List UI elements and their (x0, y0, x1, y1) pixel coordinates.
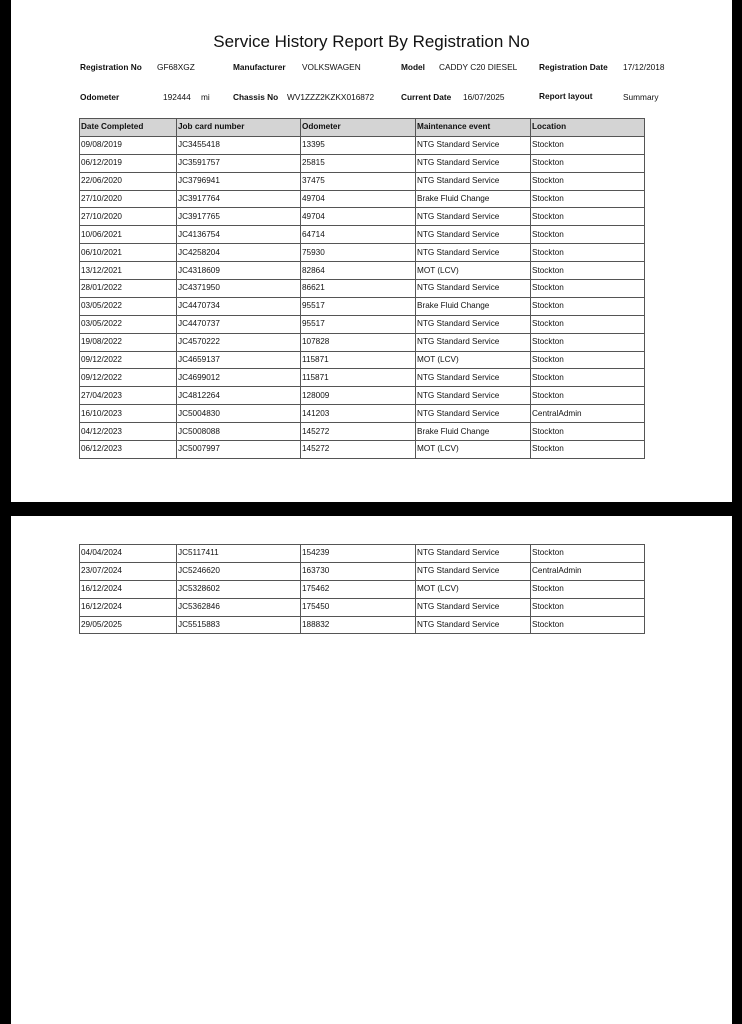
odometer-cell: 13395 (301, 136, 416, 154)
current-date-label: Current Date (401, 92, 452, 102)
maintenance-event-cell: NTG Standard Service (416, 172, 531, 190)
job-card-cell: JC4570222 (177, 333, 301, 351)
table-row (80, 441, 645, 459)
job-card-cell: JC3917764 (177, 190, 301, 208)
location-cell: CentralAdmin (531, 405, 645, 423)
table-row (80, 297, 645, 315)
job-card-cell: JC5328602 (177, 580, 301, 598)
date-completed-cell: 27/04/2023 (80, 387, 177, 405)
job-card-cell: JC5362846 (177, 598, 301, 616)
location-cell: Stockton (531, 208, 645, 226)
location-cell: Stockton (531, 598, 645, 616)
location-cell: Stockton (531, 226, 645, 244)
location-cell: Stockton (531, 315, 645, 333)
table-row (80, 580, 645, 598)
table-row (80, 545, 645, 563)
table-row (80, 226, 645, 244)
odometer-cell: 82864 (301, 262, 416, 280)
table-row (80, 598, 645, 616)
maintenance-event-cell: NTG Standard Service (416, 226, 531, 244)
maintenance-event-cell: MOT (LCV) (416, 441, 531, 459)
location-cell: Stockton (531, 580, 645, 598)
job-card-cell: JC4699012 (177, 369, 301, 387)
location-cell: Stockton (531, 190, 645, 208)
maintenance-event-cell: NTG Standard Service (416, 369, 531, 387)
maintenance-event-cell: NTG Standard Service (416, 387, 531, 405)
date-completed-cell: 22/06/2020 (80, 172, 177, 190)
odometer-cell: 49704 (301, 208, 416, 226)
model-label: Model (401, 62, 425, 72)
location-cell: Stockton (531, 280, 645, 298)
maintenance-event-cell: NTG Standard Service (416, 562, 531, 580)
job-card-cell: JC4812264 (177, 387, 301, 405)
odometer-cell: 141203 (301, 405, 416, 423)
odometer-cell: 107828 (301, 333, 416, 351)
maintenance-event-cell: NTG Standard Service (416, 208, 531, 226)
odometer-cell: 95517 (301, 297, 416, 315)
location-cell: Stockton (531, 154, 645, 172)
chassis-no-label: Chassis No (233, 92, 279, 102)
column-header: Odometer (301, 119, 416, 137)
job-card-cell: JC5515883 (177, 616, 301, 634)
date-completed-cell: 28/01/2022 (80, 280, 177, 298)
report-title: Service History Report By Registration No (213, 32, 530, 51)
maintenance-event-cell: MOT (LCV) (416, 262, 531, 280)
location-cell: Stockton (531, 616, 645, 634)
odometer-cell: 37475 (301, 172, 416, 190)
odometer-cell: 95517 (301, 315, 416, 333)
date-completed-cell: 16/12/2024 (80, 580, 177, 598)
table-row (80, 172, 645, 190)
odometer-cell: 145272 (301, 441, 416, 459)
maintenance-event-cell: NTG Standard Service (416, 616, 531, 634)
maintenance-event-cell: NTG Standard Service (416, 280, 531, 298)
table-row (80, 154, 645, 172)
maintenance-event-cell: NTG Standard Service (416, 545, 531, 563)
job-card-cell: JC4659137 (177, 351, 301, 369)
odometer-cell: 128009 (301, 387, 416, 405)
chassis-no-value: WV1ZZZ2KZKX016872 (287, 92, 375, 102)
odometer-cell: 75930 (301, 244, 416, 262)
registration-date-label: Registration Date (539, 62, 608, 72)
table-row (80, 208, 645, 226)
odometer-cell: 49704 (301, 190, 416, 208)
odometer-cell: 188832 (301, 616, 416, 634)
table-row (80, 387, 645, 405)
odometer-cell: 154239 (301, 545, 416, 563)
location-cell: Stockton (531, 136, 645, 154)
odometer-cell: 25815 (301, 154, 416, 172)
location-cell: Stockton (531, 172, 645, 190)
maintenance-event-cell: NTG Standard Service (416, 244, 531, 262)
date-completed-cell: 29/05/2025 (80, 616, 177, 634)
date-completed-cell: 27/10/2020 (80, 208, 177, 226)
odometer-cell: 163730 (301, 562, 416, 580)
job-card-cell: JC3455418 (177, 136, 301, 154)
location-cell: Stockton (531, 244, 645, 262)
odometer-cell: 86621 (301, 280, 416, 298)
odometer-cell: 175450 (301, 598, 416, 616)
table-row (80, 351, 645, 369)
job-card-cell: JC3591757 (177, 154, 301, 172)
job-card-cell: JC4371950 (177, 280, 301, 298)
table-row (80, 280, 645, 298)
odometer-value: 192444 (163, 92, 191, 102)
report-layout-label: Report layout (539, 91, 593, 101)
date-completed-cell: 19/08/2022 (80, 333, 177, 351)
location-cell: Stockton (531, 297, 645, 315)
odometer-label: Odometer (80, 92, 120, 102)
maintenance-event-cell: NTG Standard Service (416, 136, 531, 154)
column-header: Date Completed (80, 119, 177, 137)
table-row (80, 616, 645, 634)
date-completed-cell: 09/08/2019 (80, 136, 177, 154)
maintenance-event-cell: Brake Fluid Change (416, 423, 531, 441)
report-layout-value: Summary (623, 92, 659, 102)
date-completed-cell: 16/12/2024 (80, 598, 177, 616)
job-card-cell: JC4470734 (177, 297, 301, 315)
job-card-cell: JC3917765 (177, 208, 301, 226)
job-card-cell: JC4136754 (177, 226, 301, 244)
table-row (80, 369, 645, 387)
column-header: Location (531, 119, 645, 137)
date-completed-cell: 03/05/2022 (80, 315, 177, 333)
service-history-table (79, 118, 645, 459)
maintenance-event-cell: MOT (LCV) (416, 580, 531, 598)
maintenance-event-cell: NTG Standard Service (416, 154, 531, 172)
date-completed-cell: 16/10/2023 (80, 405, 177, 423)
service-history-table-continued (79, 544, 645, 634)
maintenance-event-cell: Brake Fluid Change (416, 190, 531, 208)
odometer-cell: 175462 (301, 580, 416, 598)
maintenance-event-cell: Brake Fluid Change (416, 297, 531, 315)
table-row (80, 405, 645, 423)
table-row (80, 262, 645, 280)
date-completed-cell: 09/12/2022 (80, 369, 177, 387)
table-row (80, 190, 645, 208)
date-completed-cell: 13/12/2021 (80, 262, 177, 280)
date-completed-cell: 06/10/2021 (80, 244, 177, 262)
job-card-cell: JC5004830 (177, 405, 301, 423)
location-cell: Stockton (531, 262, 645, 280)
date-completed-cell: 06/12/2023 (80, 441, 177, 459)
date-completed-cell: 04/04/2024 (80, 545, 177, 563)
location-cell: CentralAdmin (531, 562, 645, 580)
odometer-cell: 64714 (301, 226, 416, 244)
table-row (80, 333, 645, 351)
job-card-cell: JC5117411 (177, 545, 301, 563)
table-row (80, 562, 645, 580)
maintenance-event-cell: NTG Standard Service (416, 315, 531, 333)
location-cell: Stockton (531, 369, 645, 387)
maintenance-event-cell: NTG Standard Service (416, 333, 531, 351)
location-cell: Stockton (531, 441, 645, 459)
location-cell: Stockton (531, 423, 645, 441)
job-card-cell: JC3796941 (177, 172, 301, 190)
manufacturer-value: VOLKSWAGEN (302, 62, 361, 72)
location-cell: Stockton (531, 333, 645, 351)
date-completed-cell: 27/10/2020 (80, 190, 177, 208)
column-header: Job card number (177, 119, 301, 137)
date-completed-cell: 23/07/2024 (80, 562, 177, 580)
table-header-row (80, 119, 645, 137)
job-card-cell: JC4318609 (177, 262, 301, 280)
job-card-cell: JC5246620 (177, 562, 301, 580)
report-page-1 (11, 0, 732, 502)
location-cell: Stockton (531, 351, 645, 369)
date-completed-cell: 03/05/2022 (80, 297, 177, 315)
odometer-unit: mi (201, 92, 210, 102)
job-card-cell: JC5008088 (177, 423, 301, 441)
location-cell: Stockton (531, 387, 645, 405)
model-value: CADDY C20 DIESEL (439, 62, 518, 72)
maintenance-event-cell: NTG Standard Service (416, 405, 531, 423)
registration-no-value: GF68XGZ (157, 62, 195, 72)
table-row (80, 423, 645, 441)
current-date-value: 16/07/2025 (463, 92, 505, 102)
maintenance-event-cell: NTG Standard Service (416, 598, 531, 616)
odometer-cell: 145272 (301, 423, 416, 441)
table-row (80, 315, 645, 333)
date-completed-cell: 10/06/2021 (80, 226, 177, 244)
registration-date-value: 17/12/2018 (623, 62, 665, 72)
table-row (80, 244, 645, 262)
column-header: Maintenance event (416, 119, 531, 137)
job-card-cell: JC4470737 (177, 315, 301, 333)
odometer-cell: 115871 (301, 351, 416, 369)
maintenance-event-cell: MOT (LCV) (416, 351, 531, 369)
job-card-cell: JC5007997 (177, 441, 301, 459)
manufacturer-label: Manufacturer (233, 62, 286, 72)
job-card-cell: JC4258204 (177, 244, 301, 262)
table-row (80, 136, 645, 154)
report-page-2 (11, 516, 732, 1024)
odometer-cell: 115871 (301, 369, 416, 387)
date-completed-cell: 09/12/2022 (80, 351, 177, 369)
date-completed-cell: 06/12/2019 (80, 154, 177, 172)
date-completed-cell: 04/12/2023 (80, 423, 177, 441)
registration-no-label: Registration No (80, 62, 142, 72)
location-cell: Stockton (531, 545, 645, 563)
